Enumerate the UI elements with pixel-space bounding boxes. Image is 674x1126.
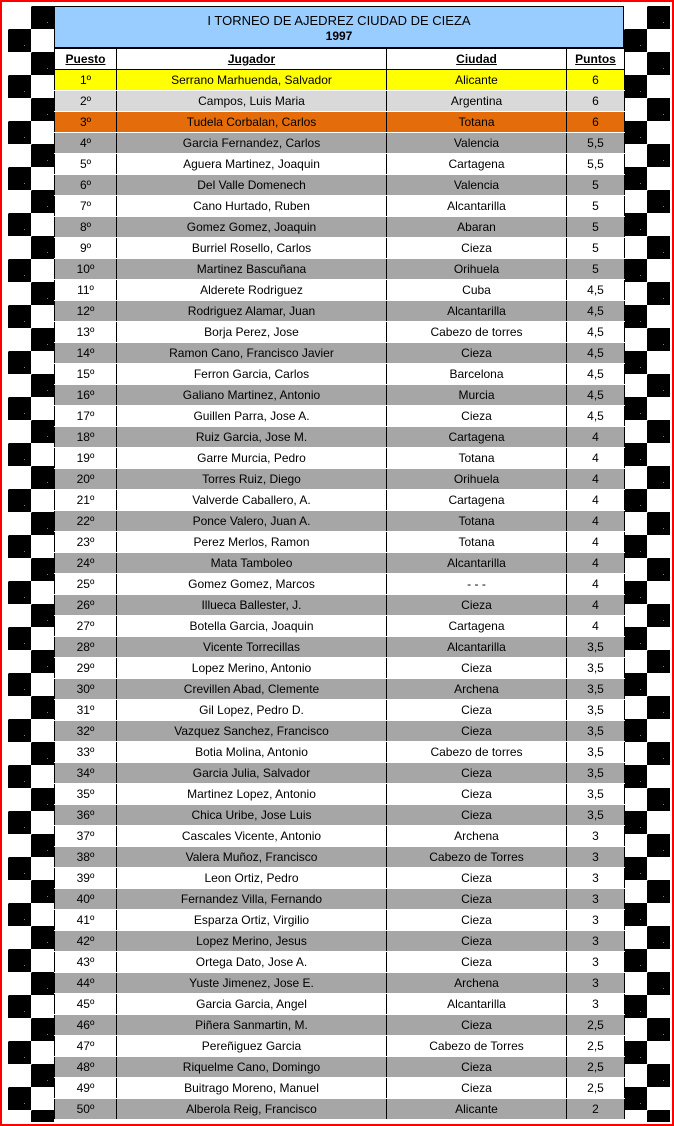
table-row [55,532,625,553]
city-cell: Cieza [387,595,567,616]
city-cell: Orihuela [387,469,567,490]
position-cell: 15º [55,364,117,385]
points-cell: 3 [567,889,625,910]
player-cell: Ruiz Garcia, Jose M. [117,427,387,448]
points-cell: 4 [567,553,625,574]
table-row [55,826,625,847]
player-cell: Mata Tamboleo [117,553,387,574]
points-cell: 2,5 [567,1036,625,1057]
player-cell: Esparza Ortiz, Virgilio [117,910,387,931]
player-cell: Ramon Cano, Francisco Javier [117,343,387,364]
city-cell: Cieza [387,721,567,742]
city-cell: Alcantarilla [387,301,567,322]
table-row [55,994,625,1015]
city-cell: Alcantarilla [387,553,567,574]
player-cell: Tudela Corbalan, Carlos [117,112,387,133]
position-cell: 34º [55,763,117,784]
points-cell: 5 [567,238,625,259]
table-row [55,385,625,406]
player-cell: Lopez Merino, Antonio [117,658,387,679]
position-cell: 43º [55,952,117,973]
table-row [55,364,625,385]
points-cell: 3,5 [567,721,625,742]
player-cell: Alberola Reig, Francisco [117,1099,387,1120]
position-cell: 9º [55,238,117,259]
city-cell: Cieza [387,1078,567,1099]
table-row [55,196,625,217]
points-cell: 4,5 [567,301,625,322]
points-cell: 5,5 [567,154,625,175]
player-cell: Borja Perez, Jose [117,322,387,343]
city-cell: Cieza [387,910,567,931]
table-row [55,1015,625,1036]
city-cell: Archena [387,973,567,994]
position-cell: 1º [55,70,117,91]
city-cell: Cieza [387,1015,567,1036]
position-cell: 42º [55,931,117,952]
city-cell: Cieza [387,406,567,427]
position-cell: 50º [55,1099,117,1120]
position-cell: 29º [55,658,117,679]
table-row [55,343,625,364]
table-row [55,448,625,469]
points-cell: 5 [567,217,625,238]
city-cell: Abaran [387,217,567,238]
points-cell: 3,5 [567,763,625,784]
points-cell: 6 [567,70,625,91]
city-cell: Cieza [387,700,567,721]
table-row [55,469,625,490]
header-row [55,49,625,70]
position-cell: 41º [55,910,117,931]
table-row [55,511,625,532]
table-row [55,721,625,742]
player-cell: Burriel Rosello, Carlos [117,238,387,259]
player-cell: Valera Muñoz, Francisco [117,847,387,868]
city-cell: Archena [387,679,567,700]
city-cell: Archena [387,826,567,847]
city-cell: Cartagena [387,427,567,448]
position-cell: 32º [55,721,117,742]
player-cell: Garre Murcia, Pedro [117,448,387,469]
position-cell: 14º [55,343,117,364]
city-cell: Alcantarilla [387,994,567,1015]
table-row [55,616,625,637]
points-cell: 2,5 [567,1015,625,1036]
points-cell: 5 [567,196,625,217]
city-cell: Cieza [387,343,567,364]
player-cell: Yuste Jimenez, Jose E. [117,973,387,994]
position-cell: 38º [55,847,117,868]
player-cell: Buitrago Moreno, Manuel [117,1078,387,1099]
points-cell: 3,5 [567,637,625,658]
city-cell: Cieza [387,868,567,889]
position-cell: 12º [55,301,117,322]
position-cell: 27º [55,616,117,637]
points-cell: 4,5 [567,322,625,343]
standings-panel [54,6,624,1120]
table-row [55,553,625,574]
position-cell: 7º [55,196,117,217]
table-row [55,889,625,910]
points-cell: 4 [567,574,625,595]
tournament-title: I TORNEO DE AJEDREZ CIUDAD DE CIEZA [207,13,471,28]
city-cell: Valencia [387,175,567,196]
position-cell: 18º [55,427,117,448]
table-row [55,217,625,238]
table-row [55,805,625,826]
position-cell: 30º [55,679,117,700]
checkerboard-border-left [8,6,54,1122]
player-cell: Vazquez Sanchez, Francisco [117,721,387,742]
city-cell: Cieza [387,1057,567,1078]
table-row [55,868,625,889]
points-cell: 3,5 [567,805,625,826]
city-cell: - - - [387,574,567,595]
points-cell: 4 [567,427,625,448]
points-cell: 5 [567,175,625,196]
position-cell: 24º [55,553,117,574]
player-cell: Torres Ruiz, Diego [117,469,387,490]
table-row [55,490,625,511]
points-cell: 4 [567,490,625,511]
player-cell: Chica Uribe, Jose Luis [117,805,387,826]
city-cell: Cartagena [387,154,567,175]
header-player: Jugador [117,49,387,70]
points-cell: 3 [567,910,625,931]
table-row [55,91,625,112]
points-cell: 3,5 [567,700,625,721]
header-city: Ciudad [387,49,567,70]
points-cell: 4 [567,469,625,490]
city-cell: Alicante [387,70,567,91]
city-cell: Cieza [387,805,567,826]
table-row [55,973,625,994]
player-cell: Rodriguez Alamar, Juan [117,301,387,322]
table-row [55,658,625,679]
city-cell: Cabezo de torres [387,322,567,343]
player-cell: Botella Garcia, Joaquin [117,616,387,637]
points-cell: 3,5 [567,742,625,763]
table-row [55,847,625,868]
player-cell: Piñera Sanmartin, M. [117,1015,387,1036]
position-cell: 11º [55,280,117,301]
player-cell: Ferron Garcia, Carlos [117,364,387,385]
table-row [55,1078,625,1099]
player-cell: Campos, Luis Maria [117,91,387,112]
points-cell: 3,5 [567,784,625,805]
position-cell: 10º [55,259,117,280]
player-cell: Cano Hurtado, Ruben [117,196,387,217]
player-cell: Valverde Caballero, A. [117,490,387,511]
position-cell: 48º [55,1057,117,1078]
player-cell: Galiano Martinez, Antonio [117,385,387,406]
points-cell: 4 [567,448,625,469]
player-cell: Crevillen Abad, Clemente [117,679,387,700]
player-cell: Serrano Marhuenda, Salvador [117,70,387,91]
points-cell: 6 [567,91,625,112]
player-cell: Fernandez Villa, Fernando [117,889,387,910]
table-row [55,175,625,196]
city-cell: Cieza [387,238,567,259]
table-row [55,952,625,973]
table-row [55,70,625,91]
player-cell: Gomez Gomez, Joaquin [117,217,387,238]
player-cell: Martinez Bascuñana [117,259,387,280]
position-cell: 5º [55,154,117,175]
points-cell: 3 [567,931,625,952]
player-cell: Illueca Ballester, J. [117,595,387,616]
checkerboard-border-right [624,6,670,1122]
position-cell: 49º [55,1078,117,1099]
table-row [55,406,625,427]
points-cell: 3 [567,868,625,889]
player-cell: Aguera Martinez, Joaquin [117,154,387,175]
player-cell: Garcia Fernandez, Carlos [117,133,387,154]
city-cell: Totana [387,532,567,553]
player-cell: Del Valle Domenech [117,175,387,196]
table-row [55,238,625,259]
table-row [55,679,625,700]
points-cell: 3,5 [567,658,625,679]
player-cell: Garcia Garcia, Angel [117,994,387,1015]
position-cell: 47º [55,1036,117,1057]
points-cell: 3,5 [567,679,625,700]
position-cell: 36º [55,805,117,826]
player-cell: Vicente Torrecillas [117,637,387,658]
player-cell: Gomez Gomez, Marcos [117,574,387,595]
points-cell: 3 [567,994,625,1015]
table-row [55,1099,625,1120]
table-row [55,763,625,784]
points-cell: 4 [567,616,625,637]
table-row [55,1036,625,1057]
position-cell: 37º [55,826,117,847]
player-cell: Leon Ortiz, Pedro [117,868,387,889]
position-cell: 20º [55,469,117,490]
city-cell: Totana [387,448,567,469]
position-cell: 46º [55,1015,117,1036]
points-cell: 3 [567,952,625,973]
city-cell: Alcantarilla [387,196,567,217]
city-cell: Totana [387,511,567,532]
points-cell: 4,5 [567,343,625,364]
position-cell: 33º [55,742,117,763]
points-cell: 2,5 [567,1078,625,1099]
position-cell: 26º [55,595,117,616]
player-cell: Garcia Julia, Salvador [117,763,387,784]
city-cell: Murcia [387,385,567,406]
table-row [55,910,625,931]
player-cell: Ortega Dato, Jose A. [117,952,387,973]
points-cell: 4,5 [567,280,625,301]
position-cell: 45º [55,994,117,1015]
table-row [55,742,625,763]
player-cell: Gil Lopez, Pedro D. [117,700,387,721]
points-cell: 3 [567,847,625,868]
city-cell: Cieza [387,763,567,784]
table-row [55,259,625,280]
city-cell: Cieza [387,658,567,679]
position-cell: 31º [55,700,117,721]
city-cell: Cabezo de Torres [387,1036,567,1057]
position-cell: 17º [55,406,117,427]
table-row [55,133,625,154]
points-cell: 5 [567,259,625,280]
player-cell: Alderete Rodriguez [117,280,387,301]
city-cell: Argentina [387,91,567,112]
city-cell: Orihuela [387,259,567,280]
table-row [55,595,625,616]
table-row [55,154,625,175]
position-cell: 23º [55,532,117,553]
position-cell: 40º [55,889,117,910]
position-cell: 4º [55,133,117,154]
standings-body [55,70,625,1120]
player-cell: Cascales Vicente, Antonio [117,826,387,847]
points-cell: 4,5 [567,385,625,406]
points-cell: 4 [567,511,625,532]
city-cell: Cuba [387,280,567,301]
position-cell: 25º [55,574,117,595]
city-cell: Cieza [387,952,567,973]
position-cell: 3º [55,112,117,133]
position-cell: 21º [55,490,117,511]
player-cell: Guillen Parra, Jose A. [117,406,387,427]
points-cell: 4,5 [567,406,625,427]
points-cell: 4 [567,532,625,553]
player-cell: Botia Molina, Antonio [117,742,387,763]
city-cell: Cieza [387,784,567,805]
position-cell: 6º [55,175,117,196]
points-cell: 3 [567,973,625,994]
player-cell: Perez Merlos, Ramon [117,532,387,553]
table-row [55,784,625,805]
points-cell: 6 [567,112,625,133]
position-cell: 13º [55,322,117,343]
standings-table [54,48,625,1120]
city-cell: Cabezo de Torres [387,847,567,868]
table-row [55,280,625,301]
player-cell: Ponce Valero, Juan A. [117,511,387,532]
city-cell: Cieza [387,931,567,952]
table-row [55,700,625,721]
player-cell: Lopez Merino, Jesus [117,931,387,952]
table-row [55,574,625,595]
position-cell: 2º [55,91,117,112]
table-row [55,322,625,343]
position-cell: 22º [55,511,117,532]
points-cell: 5,5 [567,133,625,154]
points-cell: 4 [567,595,625,616]
table-row [55,427,625,448]
tournament-year: 1997 [325,29,353,43]
points-cell: 3 [567,826,625,847]
position-cell: 19º [55,448,117,469]
city-cell: Valencia [387,133,567,154]
position-cell: 16º [55,385,117,406]
header-position: Puesto [55,49,117,70]
city-cell: Barcelona [387,364,567,385]
city-cell: Totana [387,112,567,133]
player-cell: Riquelme Cano, Domingo [117,1057,387,1078]
table-row [55,301,625,322]
city-cell: Alicante [387,1099,567,1120]
city-cell: Cartagena [387,616,567,637]
position-cell: 39º [55,868,117,889]
player-cell: Martinez Lopez, Antonio [117,784,387,805]
city-cell: Cabezo de torres [387,742,567,763]
city-cell: Cieza [387,889,567,910]
header-points: Puntos [567,49,625,70]
player-cell: Pereñiguez Garcia [117,1036,387,1057]
position-cell: 44º [55,973,117,994]
points-cell: 2,5 [567,1057,625,1078]
table-row [55,931,625,952]
table-row [55,637,625,658]
position-cell: 28º [55,637,117,658]
table-row [55,112,625,133]
points-cell: 4,5 [567,364,625,385]
city-cell: Alcantarilla [387,637,567,658]
title-box [54,6,624,48]
position-cell: 35º [55,784,117,805]
city-cell: Cartagena [387,490,567,511]
table-row [55,1057,625,1078]
points-cell: 2 [567,1099,625,1120]
position-cell: 8º [55,217,117,238]
